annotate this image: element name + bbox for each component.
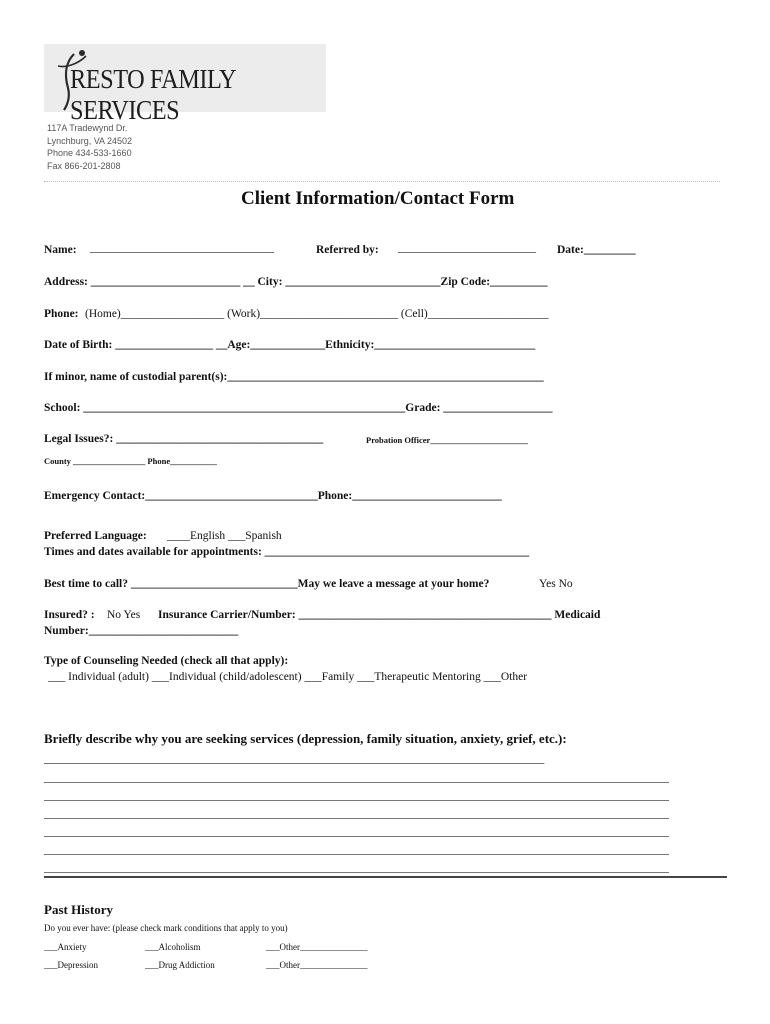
language-label: Preferred Language:: [44, 530, 147, 542]
depression-checkbox[interactable]: ___Depression: [44, 960, 98, 970]
phone-label: Phone:: [44, 308, 79, 320]
logo-text: RESTO FAMILY SERVICES: [70, 64, 236, 125]
counseling-options[interactable]: ___ Individual (adult) ___Individual (child/adolescent) ___Family ___Therapeutic Mentoring ___Other: [48, 671, 528, 683]
header-divider: [44, 181, 720, 182]
best-time-field[interactable]: Best time to call? _____________________________May we leave a message at your home?: [44, 578, 490, 590]
probation-officer-field[interactable]: Probation Officer_______________________: [366, 435, 529, 445]
anxiety-checkbox[interactable]: ___Anxiety: [44, 942, 87, 952]
address-block: [47, 122, 132, 172]
describe-line[interactable]: [44, 782, 669, 783]
drug-addiction-checkbox[interactable]: ___Drug Addiction: [145, 960, 215, 970]
referred-field[interactable]: ________________________: [398, 242, 536, 254]
legal-issues-field[interactable]: Legal Issues?: ____________________________________: [44, 433, 324, 445]
logo: [44, 44, 326, 125]
address-city: Lynchburg, VA 24502: [47, 135, 133, 146]
describe-line[interactable]: [44, 800, 669, 801]
date-field[interactable]: Date:_________: [557, 244, 636, 256]
describe-label: Briefly describe why you are seeking services (depression, family situation, anxiety, grief, etc.):: [44, 731, 567, 746]
insurance-carrier-field[interactable]: Insurance Carrier/Number: ____________________________________________ Medicaid: [158, 609, 601, 621]
message-options[interactable]: Yes No: [539, 578, 573, 590]
county-field[interactable]: County _________________ Phone___________: [44, 456, 217, 466]
address-fax: Fax 866-201-2808: [47, 160, 121, 171]
past-history-instruction: Do you ever have: (please check mark conditions that apply to you): [44, 923, 288, 933]
address-phone: Phone 434-533-1660: [47, 148, 132, 159]
insured-options[interactable]: No Yes: [107, 609, 141, 621]
describe-first-line[interactable]: _______________________________________________________________________________________: [44, 753, 545, 765]
phone-fields[interactable]: (Home)__________________ (Work)________________________ (Cell)_____________________: [85, 308, 549, 320]
address-field[interactable]: Address: __________________________ __ City: ___________________________Zip Code:__________: [44, 276, 548, 288]
describe-line[interactable]: [44, 836, 669, 837]
alcoholism-checkbox[interactable]: ___Alcoholism: [145, 942, 201, 952]
address-street: 117A Tradewynd Dr.: [47, 123, 128, 133]
describe-line[interactable]: [44, 872, 669, 873]
language-options[interactable]: ____English ___Spanish: [167, 530, 282, 542]
times-available-field[interactable]: Times and dates available for appointments: ______________________________________________: [44, 546, 530, 558]
name-label: Name:: [44, 244, 77, 256]
name-field[interactable]: ________________________________: [90, 242, 274, 254]
counseling-label: Type of Counseling Needed (check all that apply):: [44, 655, 289, 667]
insured-label: Insured? :: [44, 609, 95, 621]
other-checkbox[interactable]: ___Other_______________: [266, 942, 368, 952]
emergency-contact-field[interactable]: Emergency Contact:______________________________Phone:__________________________: [44, 490, 502, 502]
custodial-parent-field[interactable]: If minor, name of custodial parent(s):_______________________________________________________: [44, 371, 544, 383]
past-history-heading: Past History: [44, 902, 113, 917]
dob-field[interactable]: Date of Birth: _________________ __Age:_____________Ethnicity:____________________________: [44, 339, 536, 351]
medicaid-number-field[interactable]: Number:__________________________: [44, 625, 239, 637]
other-checkbox[interactable]: ___Other_______________: [266, 960, 368, 970]
school-field[interactable]: School: ________________________________________________________Grade: ___________________: [44, 402, 553, 414]
describe-line[interactable]: [44, 818, 669, 819]
page-title: Client Information/Contact Form: [241, 188, 515, 209]
referred-label: Referred by:: [316, 244, 379, 256]
section-divider: [44, 876, 727, 878]
describe-line[interactable]: [44, 854, 669, 855]
